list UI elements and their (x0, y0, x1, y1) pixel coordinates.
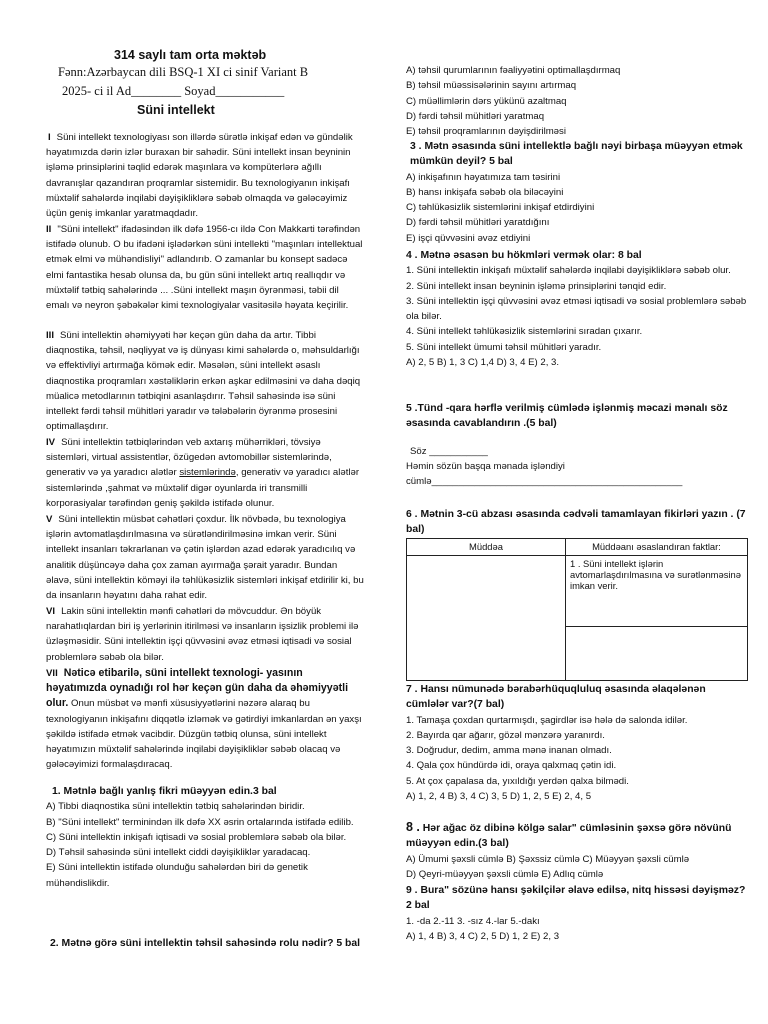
table-cell-fact-1: 1 . Süni intellekt işlərin avtomarlaşdırılmasına və surətlənməsinə imkan verir. (566, 556, 748, 627)
option: 2. Süni intellekt insan beyninin işləmə prinsiplərini tənqid edir. (406, 280, 667, 292)
option: 5. Süni intellekt ümumi təhsil mühitləri yaradır. (406, 341, 602, 353)
answer-line-word: Söz ___________ (410, 445, 488, 457)
option: 2. Bayırda qar ağarır, gözəl mənzərə yaranırdı. (406, 729, 605, 741)
table-cell-fact-2[interactable] (566, 626, 748, 680)
claims-table (406, 538, 748, 681)
table-header-claim: Müddəa (407, 539, 566, 556)
question-4-title: 4 . Mətnə əsasən bu hökmləri vermək olar: 8 bal (406, 250, 642, 261)
question-5-title: 5 .Tünd -qara hərflə verilmiş cümlədə işlənmiş məcazi mənalı söz əsasında cavablandırın .(5 bal) (406, 403, 728, 430)
option: C) təhlükəsizlik sistemlərini inkişaf etdirdiyini (406, 202, 595, 214)
option: B) təhsil müəssisələrinin sayını artırmaq (406, 80, 577, 92)
option: A) inkişafının həyatımıza tam təsirini (406, 171, 561, 183)
option: E) Süni intellektin istifadə olunduğu sahələrdən biri də genetik mühəndislikdir. (46, 862, 308, 889)
option: B) hansı inkişafa səbəb ola biləcəyini (406, 186, 564, 198)
name-line: 2025- ci il Ad________ Soyad___________ (62, 84, 285, 98)
paragraph-4: IV Süni intellektin tətbiqlərindən veb axtarış mühərrikləri, tövsiyə sistemləri, virtual assistentlər, özügedən avtomobillər sistemlərində, generativ və ya yaradıcı alətlər sistemlərində, generativ və yaradıcı alətlər sistemlərində ,şahmat və müxtəlif digər oyunlarda iri transmilli korporasiyalar tərəfindən geniş şəkildə istifadə olunur. (46, 437, 360, 509)
table-header-facts: Müddəanı əsaslandıran faktlar: (566, 539, 748, 556)
paragraph-1: I Süni intellekt texnologiyası son illərdə sürətlə inkişaf edən və gündəlik həyatımızda dərin izlər buraxan bir sahədir. Süni intellekt insan beyninin işləmə prinsiplərini təqlid edərək maşınlara və kompüterlərə ağıllı davranışlar qazandıran proqramlar sistemidir. Bu texnologiyanın inkişafı müxtəlif sahələrdə inqilabi dəyişikliklərə səbəb olmaqda və gələcəyimiz üçün geniş imkanlar yaratmaqdadır. (46, 132, 353, 220)
question-9-title: 9 . Bura" sözünə hansı şəkilçilər əlavə edilsə, nitq hissəsi dəyişməz? 2 bal (406, 885, 746, 912)
suffix-list: 1. -da 2.-11 3. -sız 4.-lar 5.-dakı (406, 915, 540, 927)
question-7-title: 7 . Hansı nümunədə bərabərhüquqluluq əsasında əlaqələnən cümlələr var?(7 bal) (406, 684, 706, 711)
subject-line: Fənn:Azərbaycan dili BSQ-1 XI ci sinif Variant B (58, 65, 309, 79)
answer-options: A) 1, 4 B) 3, 4 C) 2, 5 D) 1, 2 E) 2, 3 (406, 930, 560, 942)
question-8-title: 8 . Hər ağac öz dibinə kölgə salar" cümləsinin şəxsə görə növünü müəyyən edin.(3 bal) (406, 820, 732, 850)
answer-line-label: Həmin sözün başqa mənada işləndiyi (406, 460, 565, 472)
question-8 (406, 820, 751, 882)
option: A) təhsil qurumlarının fəaliyyətini optimallaşdırmaq (406, 65, 621, 76)
answer-options: A) 1, 2, 4 B) 3, 4 C) 3, 5 D) 1, 2, 5 E) 2, 4, 5 (406, 791, 592, 803)
question-1-title: 1. Mətnlə bağlı yanlış fikri müəyyən edin.3 bal (52, 786, 277, 797)
question-9 (406, 883, 751, 944)
option: 4. Süni intellekt təhlükəsizlik sistemlərini sıradan çıxarır. (406, 326, 643, 338)
option: D) fərdi təhsil mühitləri yaratdığını (406, 217, 550, 229)
option: D) fərdi təhsil mühitləri yaratmaq (406, 110, 545, 122)
question-1 (46, 784, 364, 891)
school-name: 314 saylı tam orta məktəb (114, 48, 267, 62)
paragraph-6: VI Lakin süni intellektin mənfi cəhətləri də mövcuddur. Ən böyük narahatlıqlardan biri iş yerlərinin itirilməsi və insanların işsizlik problemi ilə üzləşməsidir. Süni intellektin işçi qüvvəsini əvəz etməsi iqtisadi və sosial problemlərə səbəb ola bilər. (46, 606, 359, 663)
paragraph-3: III Süni intellektin əhəmiyyəti hər keçən gün daha da artır. Tibbi diaqnostika, təhsil, nəqliyyat və iş dünyası kimi sahələrdə o, məhsuldarlığı və effektivliyi artırmağa kömək edir. Məsələn, süni intellekt əsaslı diaqnostika proqramları xəstəliklərin erkən aşkar edilməsini və daha dəqiq müalicə metodlarının tətbiqini asanlaşdırır. Təhsil sahəsində isə süni intellekt fərdi təhsil mühitləri yaradır və tələbələrin öyrənmə prosesini optimallaşdırır. (46, 330, 361, 433)
question-2-options (406, 63, 751, 139)
paragraph-7: VII Nəticə etibarilə, süni intellekt texnologi- yasının həyatımızda oynadığı rol hər keçən gün daha da əhəmiyyətli olur. Onun müsbət və mənfi xüsusiyyətlərini nəzərə alaraq bu texnologiyanın inkişafını diqqətlə izləmək və gətirdiyi imkanlardan ən yaxşı şəkildə istifadə etmək vacibdir. Düzgün tətbiq olunsa, süni intellekt həyatımızın müxtəlif sahələrində inqilabi dəyişikliklər səbəb olacaq və gələcəyimizi formalaşdıracaq. (46, 667, 362, 771)
option: E) işçi qüvvəsini əvəz etdiyini (406, 232, 531, 244)
option: 3. Doğrudur, dedim, amma mənə inanan olmadı. (406, 745, 612, 757)
question-7 (406, 682, 751, 804)
table-cell-claim[interactable] (407, 556, 566, 681)
option: E) təhsil proqramlarının dəyişdirilməsi (406, 126, 566, 138)
option: B) "Süni intellekt" terminindən ilk dəfə XX əsrin ortalarında istifadə edilib. (46, 816, 354, 828)
option: C) müəllimlərin dərs yükünü azaltmaq (406, 95, 567, 107)
question-2 (50, 936, 368, 951)
option: 5. At çox çapalasa da, yıxıldığı yerdən qalxa bilmədi. (406, 775, 629, 787)
option: A) Ümumi şəxsli cümlə B) Şəxssiz cümlə C) Müəyyən şəxsli cümlə (406, 853, 690, 865)
paragraph-5: V Süni intellektin müsbət cəhətləri çoxdur. İlk növbədə, bu texnologiya işlərin avtomatlaşdırılmasına və sürətləndirilməsinə imkan verir. Süni intellekt insanları təkrarlanan və çətin işlərdən azad edərək yaradıcılıq və analitik düşüncəyə daha çox zaman ayırmağa şərait yaradır. Bundan əlavə, süni intellektin köməyi ilə təhlükəsizlik sistemləri inkişaf etdirilir ki, bu da insanların həyatını daha rahat edir. (46, 514, 364, 602)
option: D) Təhsil sahəsində süni intellekt ciddi dəyişikliklər yaradacaq. (46, 847, 311, 859)
option: 1. Tamaşa çoxdan qurtarmışdı, şagirdlər isə hələ də salonda idilər. (406, 714, 688, 726)
question-4 (406, 248, 751, 370)
answer-options: A) 2, 5 B) 1, 3 C) 1,4 D) 3, 4 E) 2, 3. (406, 357, 560, 369)
option: D) Qeyri-müəyyən şəxsli cümlə E) Adlıq cümlə (406, 868, 604, 880)
page-title: Süni intellekt (137, 103, 215, 117)
question-2-title: 2. Mətnə görə süni intellektin təhsil sahəsində rolu nədir? 5 bal (50, 938, 361, 949)
option: A) Tibbi diaqnostika süni intellektin tətbiq sahələrindən biridir. (46, 801, 305, 813)
option: 1. Süni intellektin inkişafı müxtəlif sahələrdə inqilabi dəyişikliklərə səbəb olur. (406, 265, 731, 277)
question-3-title: 3 . Mətn əsasında süni intellektlə bağlı nəyi birbaşa müəyyən etmək mümkün deyil? 5 bal (410, 141, 743, 168)
option: 3. Süni intellektin işçi qüvvəsini əvəz etməsi iqtisadi və sosial problemlərə səbəb ola bilər. (406, 295, 747, 323)
answer-line-sentence: cümlə_______________________________________________ (406, 476, 683, 488)
question-6 (406, 507, 751, 538)
option: C) Süni intellektin inkişafı iqtisadi və sosial problemlərə səbəb ola bilər. (46, 831, 347, 843)
option: 4. Qala çox hündürdə idi, oraya qalxmaq çətin idi. (406, 760, 617, 772)
question-6-title: 6 . Mətnin 3-cü abzası əsasında cədvəli tamamlayan fikirləri yazın . (7 bal) (406, 509, 746, 536)
question-5 (406, 401, 751, 489)
paragraph-2: II "Süni intellekt" ifadəsindən ilk dəfə 1956-cı ildə Con Makkarti tərəfindən istifadə olunub. O bu ifadəni işlədərkən süni intellekti "maşınları intellektual etmək elmi və mühəndisliyi" adlandırıb. O zamanlar bu konsept sadəcə elmi fantastika hesab olunsa da, bu gün süni intellekt artıq reallıqdır və müxtəlif tətbiq sahələrində ... .Süni intellekt maşın öyrənməsi, təbii dil emalı və neyron şəbəkələr kimi texnologiyalar vasitəsilə həyata keçirilir. (46, 224, 363, 312)
question-3 (406, 139, 751, 246)
